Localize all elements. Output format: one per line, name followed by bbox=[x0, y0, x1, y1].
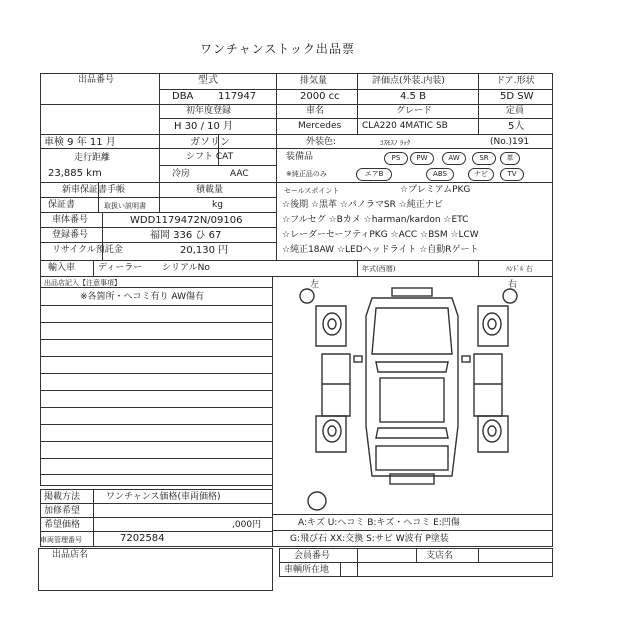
load-value: kg bbox=[212, 200, 223, 210]
repair-request-label: 加修希望 bbox=[44, 506, 81, 516]
color-label: 外装色: bbox=[306, 137, 337, 147]
ac-label: 冷房 bbox=[172, 169, 191, 179]
rating-label: 評価点(外装.内装) bbox=[372, 76, 445, 86]
inspection-value: 車検 9 年 11 月 bbox=[44, 137, 116, 148]
member-number-label: 会員番号 bbox=[294, 551, 331, 561]
sales-point-line: ☆後期 ☆黒革 ☆パノラマSR ☆純正ナビ bbox=[282, 200, 443, 210]
color-number: (No.)191 bbox=[490, 137, 530, 147]
equip-leather-badge: 革 bbox=[500, 152, 520, 165]
mileage-value: 23,885 km bbox=[48, 168, 102, 179]
equip-tv-badge: TV bbox=[500, 168, 524, 181]
car-damage-diagram bbox=[272, 276, 552, 512]
desired-price-value: ,000円 bbox=[232, 520, 262, 530]
model-value: 117947 bbox=[218, 91, 257, 102]
serial-label: シリアルNo bbox=[162, 263, 210, 273]
handle-value: ﾊﾝﾄﾞﾙ 右 bbox=[506, 265, 533, 273]
rating-value: 4.5 B bbox=[400, 91, 426, 102]
sales-point-line: ☆レーダーセーフティPKG ☆ACC ☆BSM ☆LCW bbox=[282, 230, 479, 240]
import-label: 輸入車 bbox=[48, 263, 76, 273]
sales-point-line: ☆フルセグ ☆Bカメ ☆harman/kardon ☆ETC bbox=[282, 215, 469, 225]
hood bbox=[372, 308, 452, 354]
plate-label: 登録番号 bbox=[52, 230, 89, 240]
equip-abs-badge: ABS bbox=[426, 168, 454, 181]
sales-point-line: ☆プレミアムPKG bbox=[400, 185, 471, 195]
capacity-value: 5人 bbox=[508, 121, 525, 132]
left-mirror bbox=[354, 356, 362, 362]
manual-label: 取扱い説明書 bbox=[104, 202, 146, 210]
shift-value: シフト CAT bbox=[186, 152, 234, 162]
roof bbox=[380, 378, 444, 422]
legend-line-2: G:飛び石 XX:交換 S:サビ W波有 P塗装 bbox=[290, 534, 449, 544]
first-reg-label: 初年度登録 bbox=[186, 106, 232, 116]
receipt-value: 7202584 bbox=[120, 533, 165, 544]
left-doors bbox=[322, 354, 350, 416]
displacement-label: 排気量 bbox=[300, 76, 328, 86]
right-rear-fender bbox=[478, 416, 508, 452]
recycle-value: 20,130 円 bbox=[180, 245, 229, 256]
grade-label: グレード bbox=[396, 106, 433, 116]
first-reg-value: H 30 / 10 月 bbox=[174, 121, 234, 132]
capacity-label: 定員 bbox=[506, 106, 525, 116]
door-value: 5D SW bbox=[500, 91, 534, 102]
right-mirror bbox=[462, 356, 470, 362]
wheel-rear-left bbox=[323, 420, 341, 442]
equip-aw-badge: AW bbox=[442, 152, 466, 165]
warranty-book: 保証書 bbox=[48, 200, 76, 210]
front-bumper bbox=[392, 288, 432, 296]
sales-points-label: セールスポイント bbox=[284, 187, 340, 195]
right-circle-mark bbox=[503, 289, 517, 303]
equip-airbag-badge: エアB bbox=[356, 168, 392, 181]
car-name-value: Mercedes bbox=[298, 121, 342, 131]
dealer-value: ディーラー bbox=[98, 263, 143, 273]
mileage-label: 走行距離 bbox=[74, 153, 111, 163]
legend-line-1: A:キズ U:ヘコミ B:キズ・ヘコミ E:凹傷 bbox=[298, 518, 460, 528]
desired-price-label: 希望価格 bbox=[44, 520, 81, 530]
model-prefix: DBA bbox=[172, 91, 194, 102]
equip-pw-badge: PW bbox=[410, 152, 434, 165]
wheel-front-left bbox=[323, 313, 341, 335]
store-name-label: 出品店名 bbox=[52, 550, 89, 560]
door-label: ドア.形状 bbox=[496, 76, 535, 86]
listing-method-value: ワンチャンス価格(車両価格) bbox=[106, 492, 221, 502]
equip-sr-badge: SR bbox=[472, 152, 496, 165]
spare-circle bbox=[308, 492, 326, 510]
equipment-label: 装備品 bbox=[286, 152, 314, 162]
diagram-left-label: 左 bbox=[310, 280, 320, 290]
equipment-row-1 bbox=[384, 151, 534, 165]
equipment-note: ※純正品のみ bbox=[286, 170, 327, 178]
trunk bbox=[376, 446, 448, 470]
form-title: ワンチャンストック出品票 bbox=[200, 42, 355, 56]
year-label: 年式(西暦) bbox=[362, 265, 396, 273]
sales-point-line: ☆純正18AW ☆LEDヘッドライト ☆自動Rゲート bbox=[282, 245, 479, 255]
branch-name-label: 支店名 bbox=[426, 551, 454, 561]
color-value: ｺｽﾓｽﾉ ﾗｯｸ bbox=[380, 139, 411, 147]
receipt-label: 車両管理番号 bbox=[40, 536, 82, 544]
notes-header: 出品店記入【注意事項】 bbox=[44, 279, 121, 287]
model-label: 型式 bbox=[198, 75, 218, 86]
load-label: 積載量 bbox=[196, 185, 224, 195]
wheel-rear-right bbox=[483, 420, 501, 442]
diagram-right-label: 右 bbox=[508, 280, 518, 290]
windshield bbox=[376, 362, 448, 372]
right-doors bbox=[474, 354, 502, 416]
displacement-value: 2000 cc bbox=[300, 91, 340, 102]
wheel-front-right bbox=[483, 313, 501, 335]
grade-value: CLA220 4MATIC SB bbox=[362, 121, 448, 131]
car-name-label: 車名 bbox=[306, 106, 325, 116]
equip-ps-badge: PS bbox=[384, 152, 408, 165]
left-circle-mark bbox=[300, 289, 314, 303]
warranty-label: 新車保証書手帳 bbox=[62, 185, 126, 195]
notes-line: ※各箇所・ヘコミ有り AW傷有 bbox=[80, 292, 204, 302]
ac-value: AAC bbox=[230, 169, 249, 179]
chassis-value: WDD1179472N/09106 bbox=[130, 215, 243, 226]
recycle-label: リサイクル預託金 bbox=[52, 245, 123, 255]
equip-navi-badge: ナビ bbox=[468, 168, 494, 181]
left-rear-fender bbox=[316, 416, 346, 452]
vehicle-location-label: 車輌所在地 bbox=[284, 565, 330, 575]
listing-method-label: 掲載方法 bbox=[44, 492, 81, 502]
chassis-label: 車体番号 bbox=[52, 215, 89, 225]
fuel-value: ガソリン bbox=[190, 137, 230, 148]
plate-value: 福岡 336 ひ 67 bbox=[150, 230, 222, 241]
equipment-row-2 bbox=[356, 167, 536, 181]
lot-number-label: 出品番号 bbox=[78, 75, 115, 85]
rear-glass bbox=[376, 428, 448, 438]
